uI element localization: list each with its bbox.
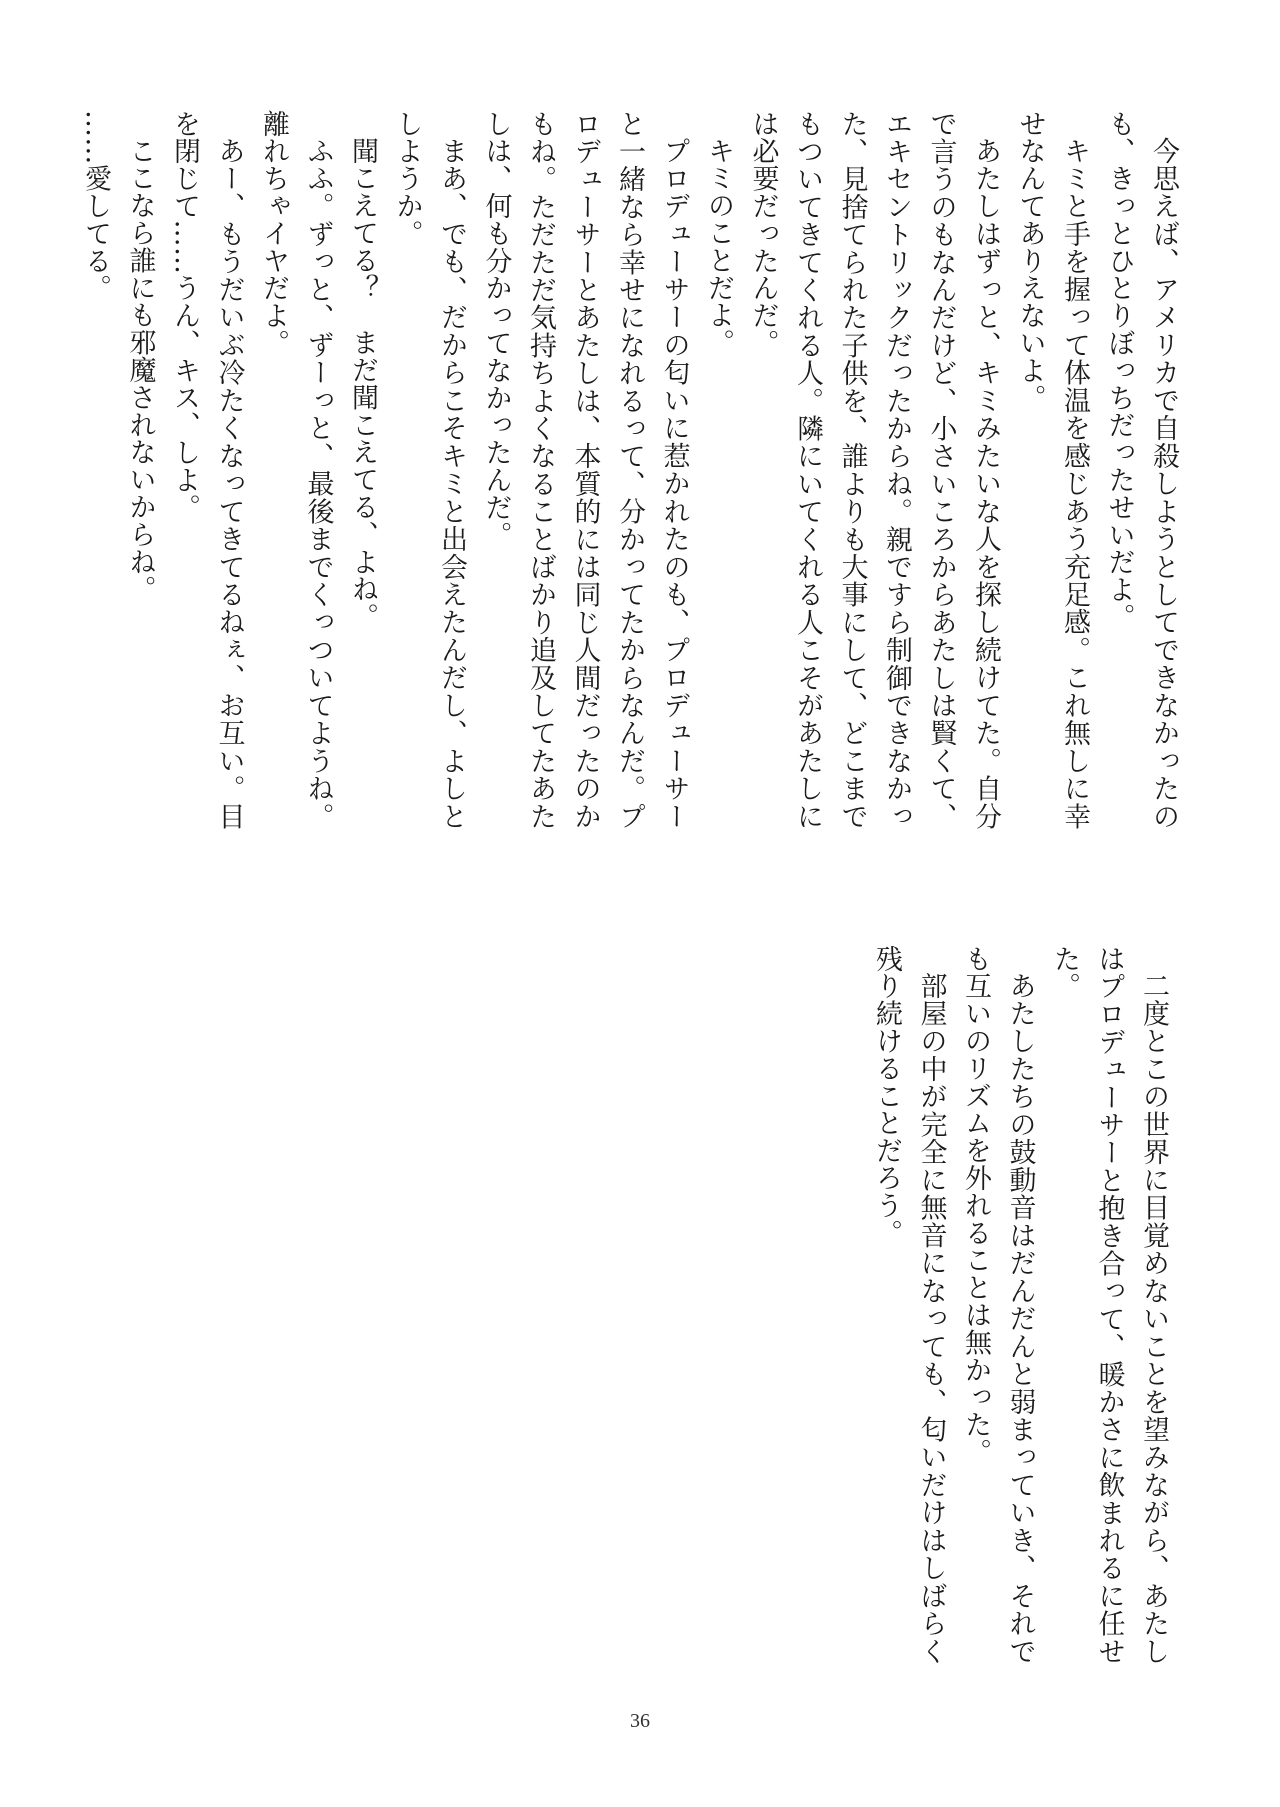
upper-text-block xyxy=(80,110,1185,830)
paragraph: 聞こえてる？ まだ聞こえてる、よね。 xyxy=(347,137,378,631)
paragraph: あー、もうだいぶ冷たくなってきてるねぇ、お互い。目を閉じて……うん、キス、しよ。 xyxy=(169,110,245,830)
paragraph: ふふ。ずっと、ずーっと、最後までくっついてようね。離れちゃイヤだよ。 xyxy=(258,110,334,830)
paragraph: プロデューサーの匂いに惹かれたのも、プロデューサーと一緒なら幸せになれるって、分かってたからなんだ。プロデューサーとあたしは、本質的には同じ人間だったのかもね。ただただ気持ちよくなることばかり追及してたあたしは、何も分かってなかったんだ。 xyxy=(480,110,690,830)
paragraph: ここなら誰にも邪魔されないからね。 xyxy=(124,137,156,603)
paragraph: キミと手を握って体温を感じあう充足感。これ無しに幸せなんてありえないよ。 xyxy=(1014,110,1090,830)
paragraph: まあ、でも、だからこそキミと出会えたんだし、よしとしようか。 xyxy=(391,110,467,830)
paragraph: あたしたちの鼓動音はだんだんと弱まっていき、それでも互いのリズムを外れることは無かった。 xyxy=(960,945,1036,1665)
paragraph: 今思えば、アメリカで自殺しようとしてできなかったのも、きっとひとりぼっちだったせいだよ。 xyxy=(1103,110,1179,830)
paragraph: 部屋の中が完全に無音になっても、匂いだけはしばらく残り続けることだろう。 xyxy=(871,945,947,1665)
paragraph: 二度とこの世界に目覚めないことを望みながら、あたしはプロデューサーと抱き合って、暖かさに飲まれるに任せた。 xyxy=(1049,945,1169,1665)
paragraph: ……愛してる。 xyxy=(80,110,111,302)
lower-text-block xyxy=(871,945,1175,1665)
paragraph: キミのことだよ。 xyxy=(703,137,734,357)
paragraph: あたしはずっと、キミみたいな人を探し続けてた。自分で言うのもなんだけど、小さいころからあたしは賢くて、エキセントリックだったからね。親ですら制御できなかった、見捨てられた子供を、誰よりも大事にして、どこまでもついてきてくれる人。隣にいてくれる人こそがあたしには必要だったんだ。 xyxy=(747,110,1001,830)
page-number: 36 xyxy=(630,1710,650,1732)
